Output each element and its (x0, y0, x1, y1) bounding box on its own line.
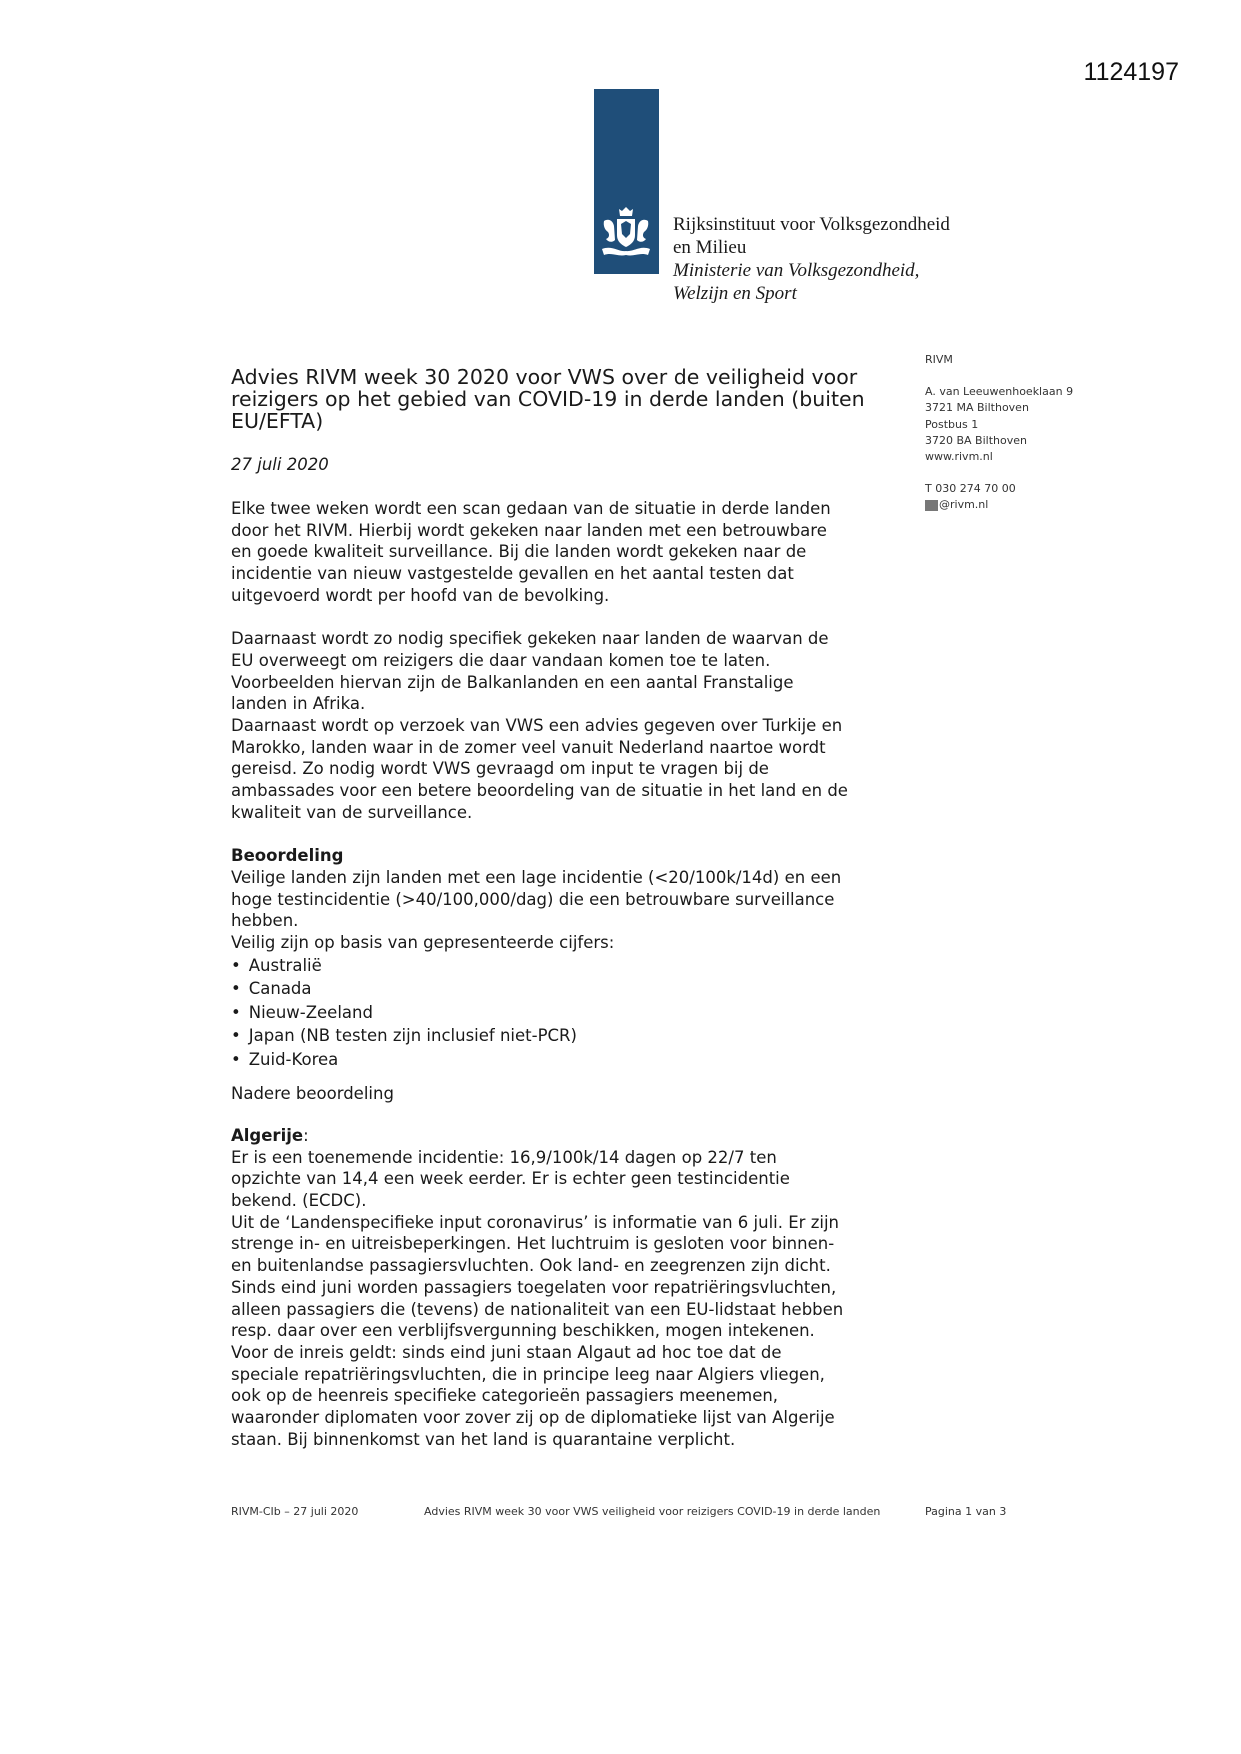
text-line: waaronder diplomaten voor zover zij op de diplomatieke lijst van Algerije (231, 1408, 835, 1428)
ministry-line-2: Welzijn en Sport (673, 283, 797, 304)
text-line: door het RIVM. Hierbij wordt gekeken naar landen met een betrouwbare (231, 520, 827, 540)
address-line-2: 3721 MA Bilthoven (925, 401, 1029, 415)
text-line: gereisd. Zo nodig wordt VWS gevraagd om input te vragen bij de (231, 759, 769, 779)
document-body (231, 498, 911, 1450)
org-line-2: en Milieu (673, 237, 747, 258)
text-line: Marokko, landen waar in de zomer veel vanuit Nederland naartoe wordt (231, 737, 826, 757)
text-line: en goede kwaliteit surveillance. Bij die landen wordt gekeken naar de (231, 542, 807, 562)
redaction-mark (925, 500, 938, 511)
algerije-colon: : (303, 1125, 309, 1145)
text-line: Veilige landen zijn landen met een lage incidentie (<20/100k/14d) en een (231, 867, 842, 887)
footer-left: RIVM-CIb – 27 juli 2020 (231, 1505, 359, 1518)
text-line: resp. daar over een verblijfsvergunning beschikken, mogen intekenen. (231, 1321, 815, 1341)
document-title: Advies RIVM week 30 2020 voor VWS over de veiligheid voor reizigers op het gebied van COVID-19 in derde landen (buiten EU/EFTA) (231, 365, 865, 433)
address-line-1: A. van Leeuwenhoeklaan 9 (925, 385, 1074, 399)
text-line: hoge testincidentie (>40/100,000/dag) die een betrouwbare surveillance (231, 889, 835, 909)
email (925, 497, 1073, 513)
ministry-line-1: Ministerie van Volksgezondheid, (673, 260, 920, 281)
section-heading-beoordeling: Beoordeling (231, 846, 344, 866)
text-line: Uit de ‘Landenspecifieke input coronavirus’ is informatie van 6 juli. Er zijn (231, 1212, 839, 1232)
address-line-3: Postbus 1 (925, 417, 979, 431)
text-line: en buitenlandse passagiersvluchten. Ook land- en zeegrenzen zijn dicht. (231, 1256, 831, 1276)
text-line: Voorbeelden hiervan zijn de Balkanlanden en een aantal Franstalige (231, 672, 794, 692)
list-item: • Nieuw-Zeeland (231, 1001, 911, 1025)
text-line: speciale repatriëringsvluchten, die in principe leeg naar Algiers vliegen, (231, 1364, 825, 1384)
text-line: Er is een toenemende incidentie: 16,9/100k/14 dagen op 22/7 ten (231, 1147, 777, 1167)
website: www.rivm.nl (925, 450, 993, 464)
list-item: • Japan (NB testen zijn inclusief niet-PCR) (231, 1024, 911, 1048)
phone: T 030 274 70 00 (925, 482, 1016, 496)
section-heading-algerije (231, 1125, 911, 1147)
list-item: • Canada (231, 977, 911, 1001)
text-line: Voor de inreis geldt: sinds eind juni staan Algaut ad hoc toe dat de (231, 1342, 782, 1362)
text-line: opzichte van 14,4 een week eerder. Er is echter geen testincidentie (231, 1169, 790, 1189)
email-text: @rivm.nl (939, 498, 989, 512)
list-item: • Australië (231, 954, 911, 978)
footer-center: Advies RIVM week 30 voor VWS veiligheid voor reizigers COVID-19 in derde landen (424, 1505, 881, 1518)
text-line: Sinds eind juni worden passagiers toegelaten voor repatriëringsvluchten, (231, 1277, 837, 1297)
nadere-beoordeling-label: Nadere beoordeling (231, 1084, 394, 1104)
text-line: Daarnaast wordt op verzoek van VWS een advies gegeven over Turkije en (231, 716, 843, 736)
safe-countries-list (231, 954, 911, 1072)
sender-org: RIVM (925, 353, 953, 366)
text-line: landen in Afrika. (231, 694, 366, 714)
list-item: • Zuid-Korea (231, 1048, 911, 1072)
text-line: hebben. (231, 911, 299, 931)
document-number: 1124197 (1083, 58, 1179, 86)
text-line: incidentie van nieuw vastgestelde gevallen en het aantal testen dat (231, 564, 794, 584)
footer-page-number: Pagina 1 van 3 (925, 1505, 1007, 1518)
coat-of-arms-icon (600, 207, 652, 257)
text-line: staan. Bij binnenkomst van het land is quarantaine verplicht. (231, 1429, 736, 1449)
text-line: EU overweegt om reizigers die daar vandaan komen toe te laten. (231, 650, 771, 670)
address-line-4: 3720 BA Bilthoven (925, 433, 1027, 447)
text-line: ook op de heenreis specifieke categorieën passagiers meenemen, (231, 1386, 779, 1406)
organization-name (673, 213, 950, 305)
text-line: kwaliteit van de surveillance. (231, 802, 473, 822)
org-line-1: Rijksinstituut voor Volksgezondheid (673, 214, 950, 235)
text-line: alleen passagiers die (tevens) de nationaliteit van een EU-lidstaat hebben (231, 1299, 844, 1319)
text-line: ambassades voor een betere beoordeling van de situatie in het land en de (231, 781, 848, 801)
logo-bar (594, 89, 659, 274)
text-line: strenge in- en uitreisbeperkingen. Het luchtruim is gesloten voor binnen- (231, 1234, 835, 1254)
text-line: Elke twee weken wordt een scan gedaan van de situatie in derde landen (231, 499, 831, 518)
algerije-heading-text: Algerije (231, 1125, 304, 1145)
text-line: bekend. (ECDC). (231, 1191, 367, 1211)
sender-address-block (925, 352, 1073, 514)
text-line: Daarnaast wordt zo nodig specifiek gekeken naar landen de waarvan de (231, 629, 829, 649)
text-line: Veilig zijn op basis van gepresenteerde cijfers: (231, 933, 615, 953)
document-date: 27 juli 2020 (231, 455, 329, 474)
text-line: uitgevoerd wordt per hoofd van de bevolking. (231, 585, 610, 605)
